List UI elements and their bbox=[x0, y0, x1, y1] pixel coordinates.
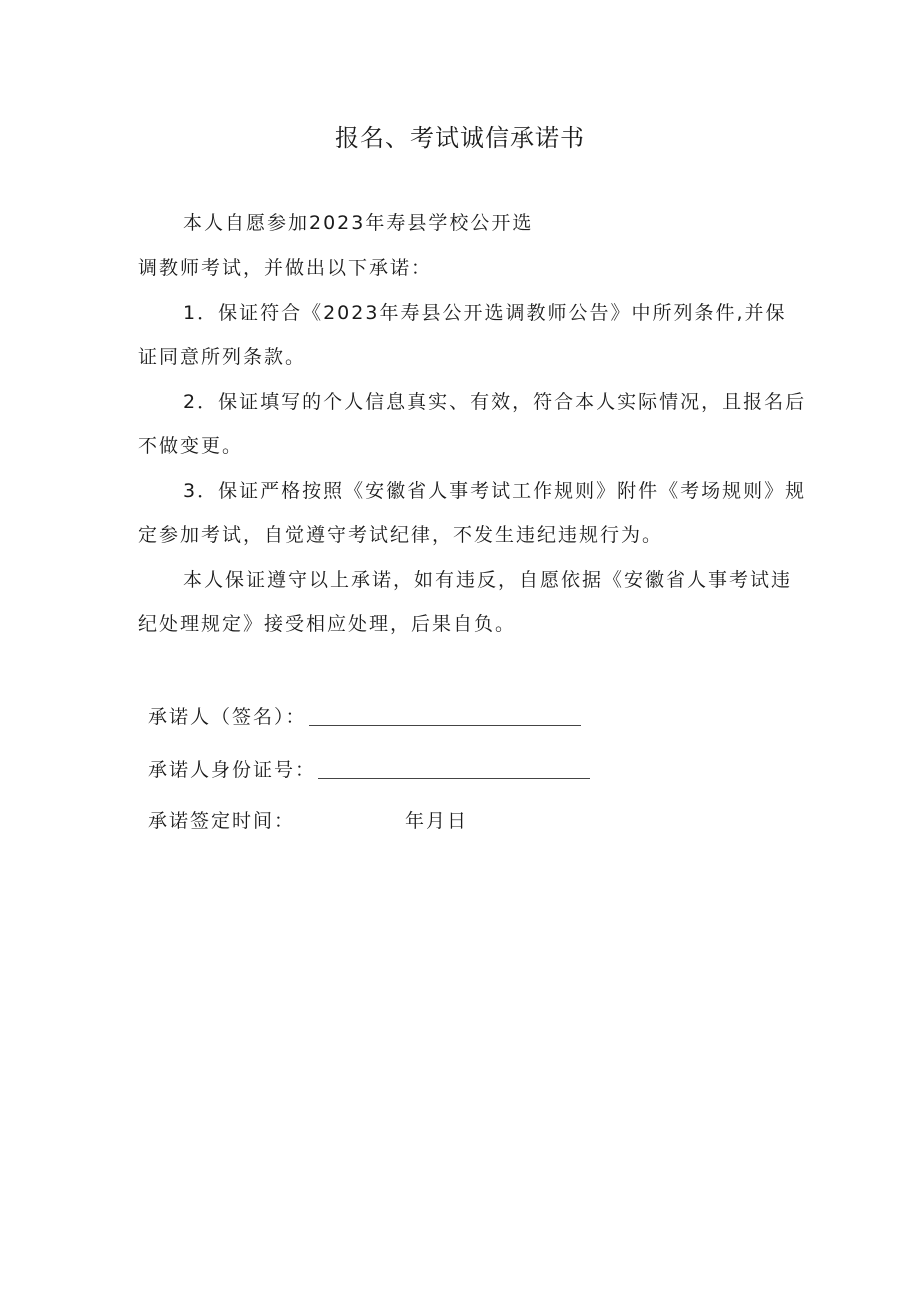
id-row bbox=[148, 755, 590, 785]
signer-row bbox=[148, 702, 581, 732]
item-3-line-2: 定参加考试，自觉遵守考试纪律，不发生违纪违规行为。 bbox=[138, 524, 664, 546]
date-fields[interactable]: 年月日 bbox=[405, 810, 469, 832]
intro-line-2: 调教师考试，并做出以下承诺： bbox=[138, 257, 433, 279]
closing-line-1: 本人保证遵守以上承诺，如有违反，自愿依据《安徽省人事考试违 bbox=[183, 569, 793, 591]
date-label: 承诺签定时间： bbox=[148, 810, 296, 832]
intro-line-1: 本人自愿参加2023年寿县学校公开选 bbox=[183, 212, 534, 234]
signer-signature-line[interactable] bbox=[309, 725, 581, 726]
document-title: 报名、考试诚信承诺书 bbox=[335, 124, 585, 152]
item-1-line-2: 证同意所列条款。 bbox=[138, 346, 307, 368]
id-number-line[interactable] bbox=[318, 778, 590, 779]
date-row bbox=[148, 806, 468, 836]
signer-label: 承诺人（签名）： bbox=[148, 706, 307, 728]
closing-line-2: 纪处理规定》接受相应处理，后果自负。 bbox=[138, 613, 517, 635]
id-label: 承诺人身份证号： bbox=[148, 759, 317, 781]
item-3-line-1: 3．保证严格按照《安徽省人事考试工作规则》附件《考场规则》规 bbox=[183, 480, 807, 502]
item-1-line-1: 1．保证符合《2023年寿县公开选调教师公告》中所列条件,并保 bbox=[183, 302, 787, 324]
item-2-line-2: 不做变更。 bbox=[138, 435, 244, 457]
item-2-line-1: 2．保证填写的个人信息真实、有效，符合本人实际情况，且报名后 bbox=[183, 391, 807, 413]
